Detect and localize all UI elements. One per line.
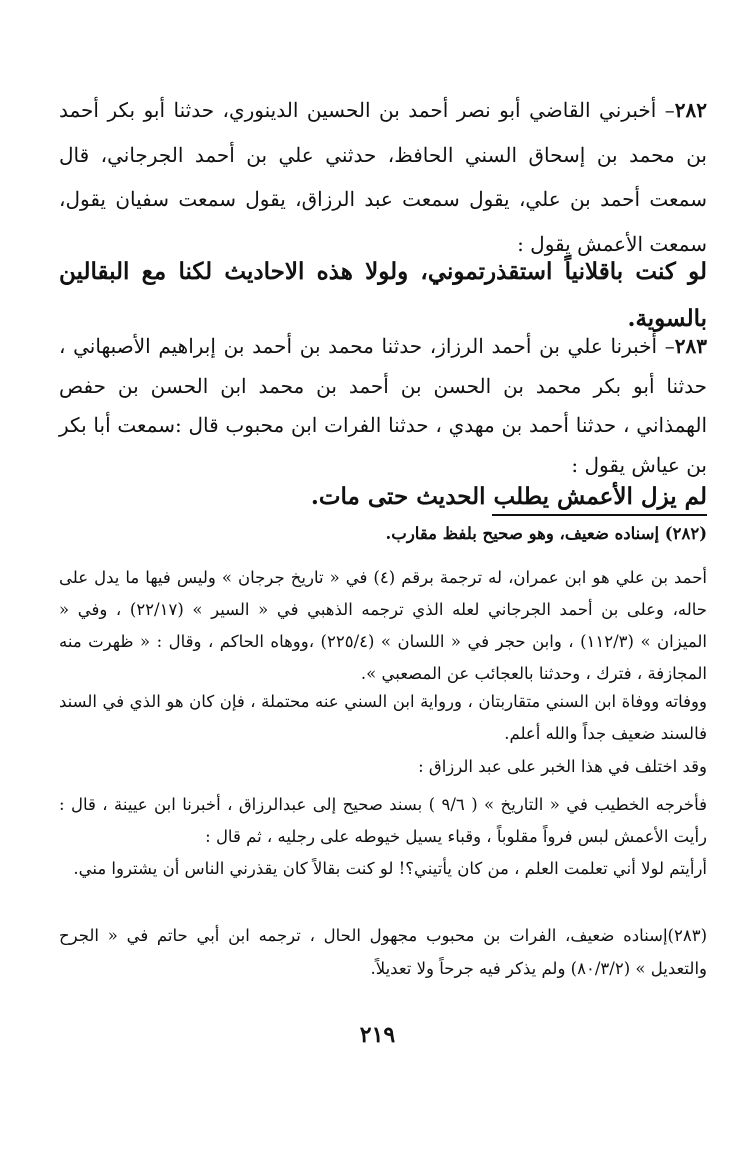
footnote-282-paragraph: ووفاته ووفاة ابن السني متقاربتان ، ورواية ابن السني عنه محتملة ، فإن كان هو الذي في السند فالسند ضعيف جداً والله أعلم. [59,692,707,743]
footnote-282-paragraph: أحمد بن علي هو ابن عمران، له ترجمة برقم (٤) في « تاريخ جرجان » وليس فيها ما يدل على حاله، وعلى بن أحمد الجرجاني لعله الذي ترجمه الذهبي في « السير » (٢٢/١٧) ، وفي « الميزان » (١١٢/٣) ، وابن حجر في « اللسان » (٢٢٥/٤) ،ووهاه الحاكم ، وقال : « ظهرت منه المجازفة ، فترك ، وحدثنا بالعجائب عن المصعبي ». [59,568,707,683]
footnote-separator [492,514,707,516]
footnote-283: (٢٨٣)إسناده ضعيف، الفرات بن محبوب مجهول الحال ، ترجمه ابن أبي حاتم في « الجرح والتعديل » (٨٠/٣/٢) ولم يذكر فيه جرحاً ولا تعديلاً. [59,926,707,978]
entry-283 [59,327,707,485]
footnote-282-paragraph: وقد اختلف في هذا الخبر على عبد الرزاق : [418,757,707,776]
entry-text: – أخبرني القاضي أبو نصر أحمد بن الحسين الدينوري، حدثنا أبو بكر أحمد بن محمد بن إسحاق السني الحافظ، حدثني علي بن أحمد الجرجاني، قال سمعت أحمد بن علي، يقول سمعت عبد الرزاق، يقول سمعت سفيان يقول، سمعت الأعمش يقول : [59,98,707,256]
entry-282 [59,88,707,266]
entry-number: ٢٨٣ [674,334,707,358]
footnote-282-paragraph: أرأيتم لولا أني تعلمت العلم ، من كان يأتيني؟! لو كنت بقالاً كان يقذرني الناس أن يشتروا مني. [73,859,707,878]
entry-283-quote: لم يزل الأعمش يطلب الحديث حتى مات. [310,483,707,510]
entry-282-quote: لو كنت باقلانياً استقذرتموني، ولولا هذه الاحاديث لكنا مع البقالين بالسوية. [59,258,707,332]
footnote-282-paragraph: فأخرجه الخطيب في « التاريخ » ( ٩/٦ ) بسند صحيح إلى عبدالرزاق ، أخبرنا ابن عيينة ، قال : رأيت الأعمش لبس فرواً مقلوباً ، وقباء يسيل خيوطه على رجليه ، ثم قال : [59,795,707,846]
entry-number: ٢٨٢ [674,98,707,122]
entry-text: – أخبرنا علي بن أحمد الرزاز، حدثنا محمد بن أحمد بن إبراهيم الأصبهاني ، حدثنا أبو بكر محمد بن الحسن بن أحمد بن محمد ابن الحسن بن حفص الهمذاني ، حدثنا أحمد بن مهدي ، حدثنا الفرات ابن محبوب قال :سمعت أبا بكر بن عياش يقول : [59,334,707,477]
page-number: ٢١٩ [359,1022,396,1048]
footnote-282-heading: (٢٨٢) إسناده ضعيف، وهو صحيح بلفظ مقارب. [385,524,707,543]
